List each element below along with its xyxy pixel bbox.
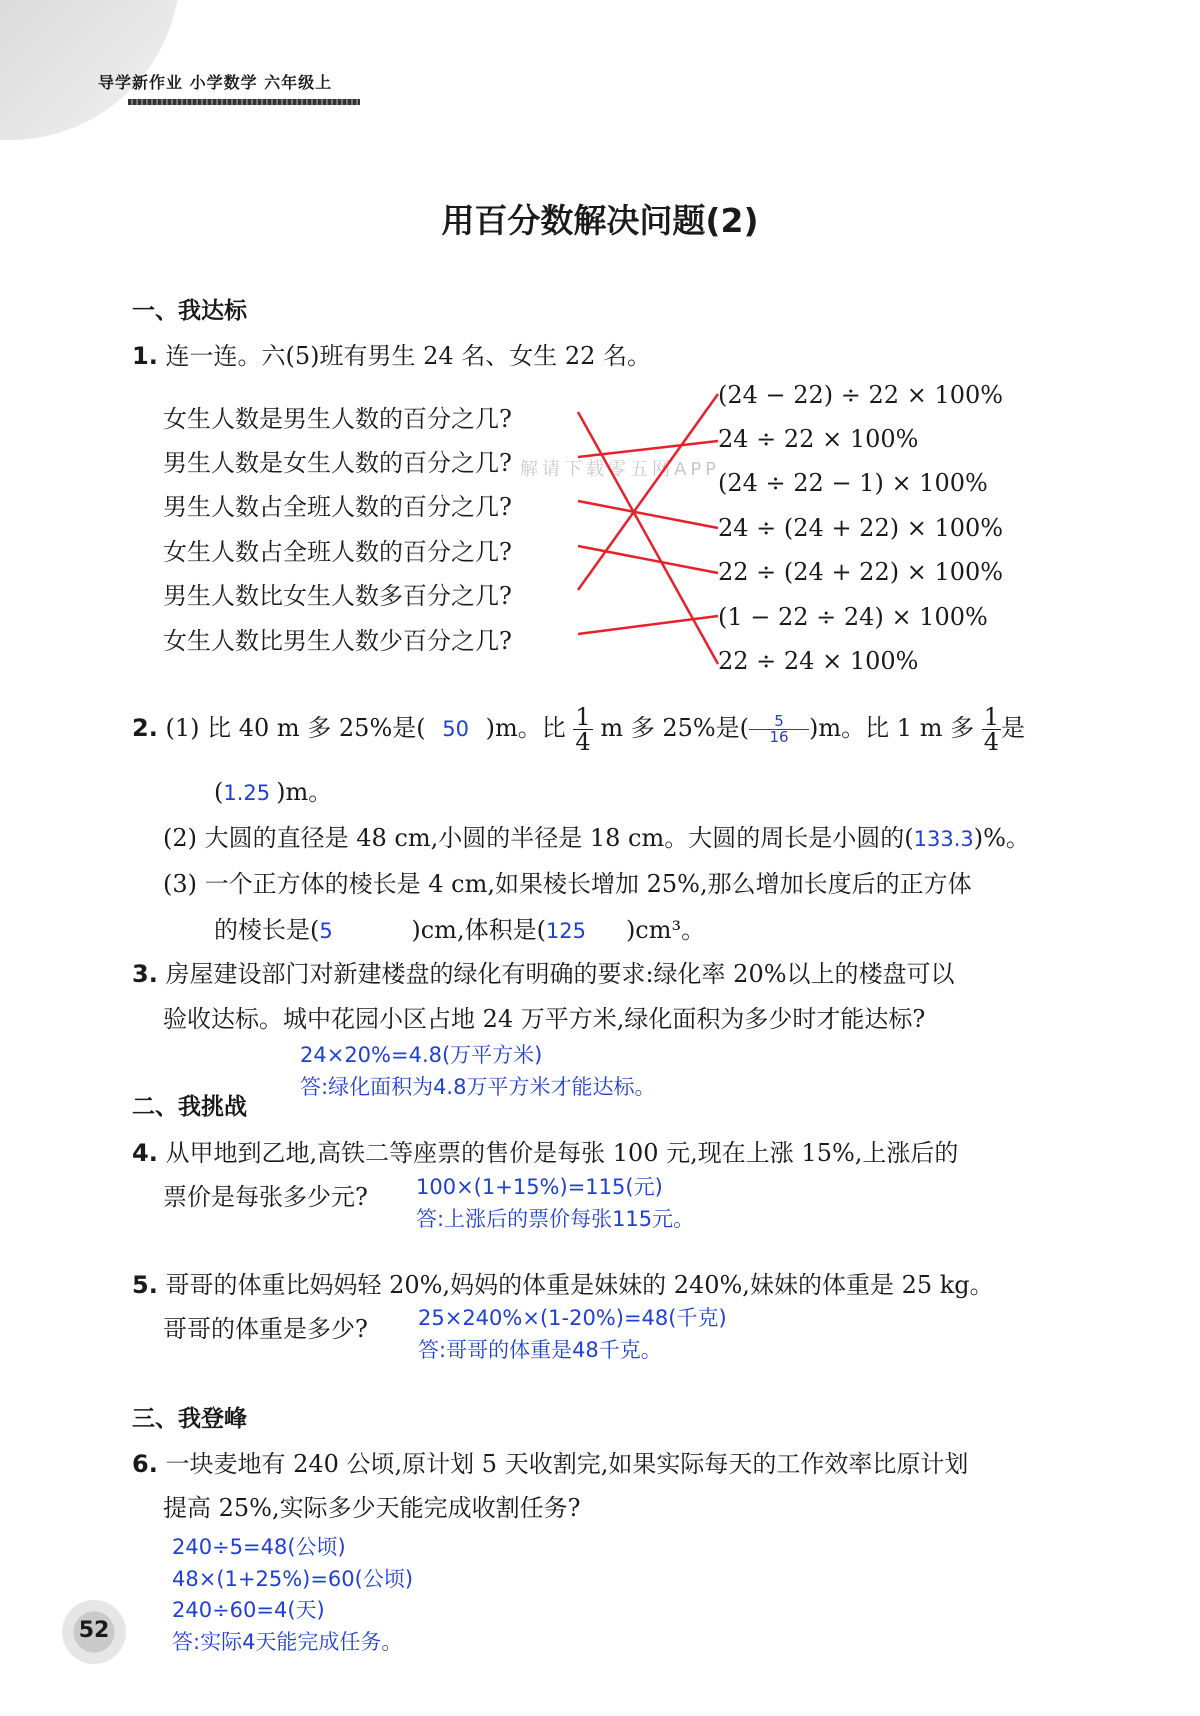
q3-answer-calc: 24×20%=4.8(万平方米)	[300, 1043, 543, 1067]
question-number: 5.	[132, 1271, 158, 1299]
left-item-6: 女生人数比男生人数少百分之几?	[163, 627, 512, 655]
answer-blank-3: 1.25	[223, 781, 271, 805]
question-2-part-3-line-1: (3) 一个正方体的棱长是 4 cm,如果棱长增加 25%,那么增加长度后的正方体	[163, 870, 972, 898]
q2-text: m 多 25%是(	[600, 714, 750, 742]
question-2-part-2: (2) 大圆的直径是 48 cm,小圆的半径是 18 cm。大圆的周长是小圆的(133.3)%。	[163, 824, 1030, 852]
q4-answer-calc: 100×(1+15%)=115(元)	[416, 1175, 663, 1199]
q5-answer-statement: 答:哥哥的体重是48千克。	[418, 1338, 662, 1362]
left-item-4: 女生人数占全班人数的百分之几?	[163, 538, 512, 566]
header-book-title: 导学新作业 小学数学 六年级上	[98, 73, 333, 92]
page-title: 用百分数解决问题(2)	[441, 201, 759, 240]
right-item-5: 22 ÷ (24 + 22) × 100%	[718, 558, 1004, 586]
question-text: 连一连。六(5)班有男生 24 名、女生 22 名。	[165, 342, 652, 370]
question-6-line-1: 6. 一块麦地有 240 公顷,原计划 5 天收割完,如果实际每天的工作效率比原计划	[132, 1450, 969, 1478]
q3-answer-statement: 答:绿化面积为4.8万平方米才能达标。	[300, 1075, 656, 1099]
right-item-6: (1 − 22 ÷ 24) × 100%	[718, 603, 988, 631]
question-number: 2.	[132, 714, 158, 742]
right-item-4: 24 ÷ (24 + 22) × 100%	[718, 514, 1004, 542]
question-5-line-1: 5. 哥哥的体重比妈妈轻 20%,妈妈的体重是妹妹的 240%,妹妹的体重是 25 kg。	[132, 1271, 994, 1299]
question-2-line-1	[132, 705, 1025, 754]
right-item-2: 24 ÷ 22 × 100%	[718, 425, 919, 453]
q2-text: )m。比	[485, 714, 566, 742]
q6-answer-step-2: 48×(1+25%)=60(公顷)	[172, 1567, 414, 1591]
right-item-1: (24 − 22) ÷ 22 × 100%	[718, 381, 1004, 409]
answer-blank-4: 133.3	[913, 827, 974, 851]
question-4-line-2: 票价是每张多少元?	[163, 1183, 368, 1211]
q2-text: (1) 比 40 m 多 25%是(	[165, 714, 426, 742]
q2-text: )m。比 1 m 多	[809, 714, 975, 742]
question-4-line-1: 4. 从甲地到乙地,高铁二等座票的售价是每张 100 元,现在上涨 15%,上涨后的	[132, 1139, 959, 1167]
question-number: 1.	[132, 342, 158, 370]
q2-text: 是	[1001, 714, 1026, 742]
fraction-1-4: $\frac{1}{4}$	[983, 703, 1000, 756]
q5-answer-calc: 25×240%×(1-20%)=48(千克)	[418, 1306, 727, 1330]
question-2-part-3-line-2: 的棱长是(5 )cm,体积是(125 )cm³。	[214, 916, 706, 944]
answer-blank-1: 50	[442, 717, 469, 741]
page-number: 52	[78, 1618, 110, 1643]
answer-blank-6: 125	[545, 919, 587, 943]
question-3-line-1: 3. 房屋建设部门对新建楼盘的绿化有明确的要求:绿化率 20%以上的楼盘可以	[132, 960, 955, 988]
q4-answer-statement: 答:上涨后的票价每张115元。	[416, 1207, 695, 1231]
question-2-line-2: (1.25 )m。	[214, 778, 333, 806]
right-item-7: 22 ÷ 24 × 100%	[718, 647, 919, 675]
answer-blank-2: $\frac{5}{16}$	[749, 714, 809, 745]
right-item-3: (24 ÷ 22 − 1) × 100%	[718, 469, 988, 497]
fraction-1-4: $\frac{1}{4}$	[575, 703, 591, 756]
question-5-line-2: 哥哥的体重是多少?	[163, 1315, 368, 1343]
left-item-3: 男生人数占全班人数的百分之几?	[163, 493, 512, 521]
q6-answer-step-1: 240÷5=48(公顷)	[172, 1535, 346, 1559]
question-number: 3.	[132, 960, 158, 988]
answer-blank-5: 5	[319, 919, 333, 943]
left-item-1: 女生人数是男生人数的百分之几?	[163, 405, 512, 433]
left-item-5: 男生人数比女生人数多百分之几?	[163, 582, 512, 610]
question-number: 4.	[132, 1139, 158, 1167]
watermark: 解请下载零五网APP	[520, 459, 721, 480]
section-heading-3: 三、我登峰	[132, 1406, 247, 1432]
match-line-3	[578, 501, 718, 528]
q6-answer-step-3: 240÷60=4(天)	[172, 1598, 325, 1622]
section-heading-1: 一、我达标	[132, 298, 247, 324]
section-heading-2: 二、我挑战	[132, 1094, 247, 1120]
question-number: 6.	[132, 1450, 158, 1478]
q6-answer-statement: 答:实际4天能完成任务。	[172, 1630, 403, 1654]
question-6-line-2: 提高 25%,实际多少天能完成收割任务?	[163, 1494, 581, 1522]
question-3-line-2: 验收达标。城中花园小区占地 24 万平方米,绿化面积为多少时才能达标?	[163, 1005, 926, 1033]
left-item-2: 男生人数是女生人数的百分之几?	[163, 449, 512, 477]
